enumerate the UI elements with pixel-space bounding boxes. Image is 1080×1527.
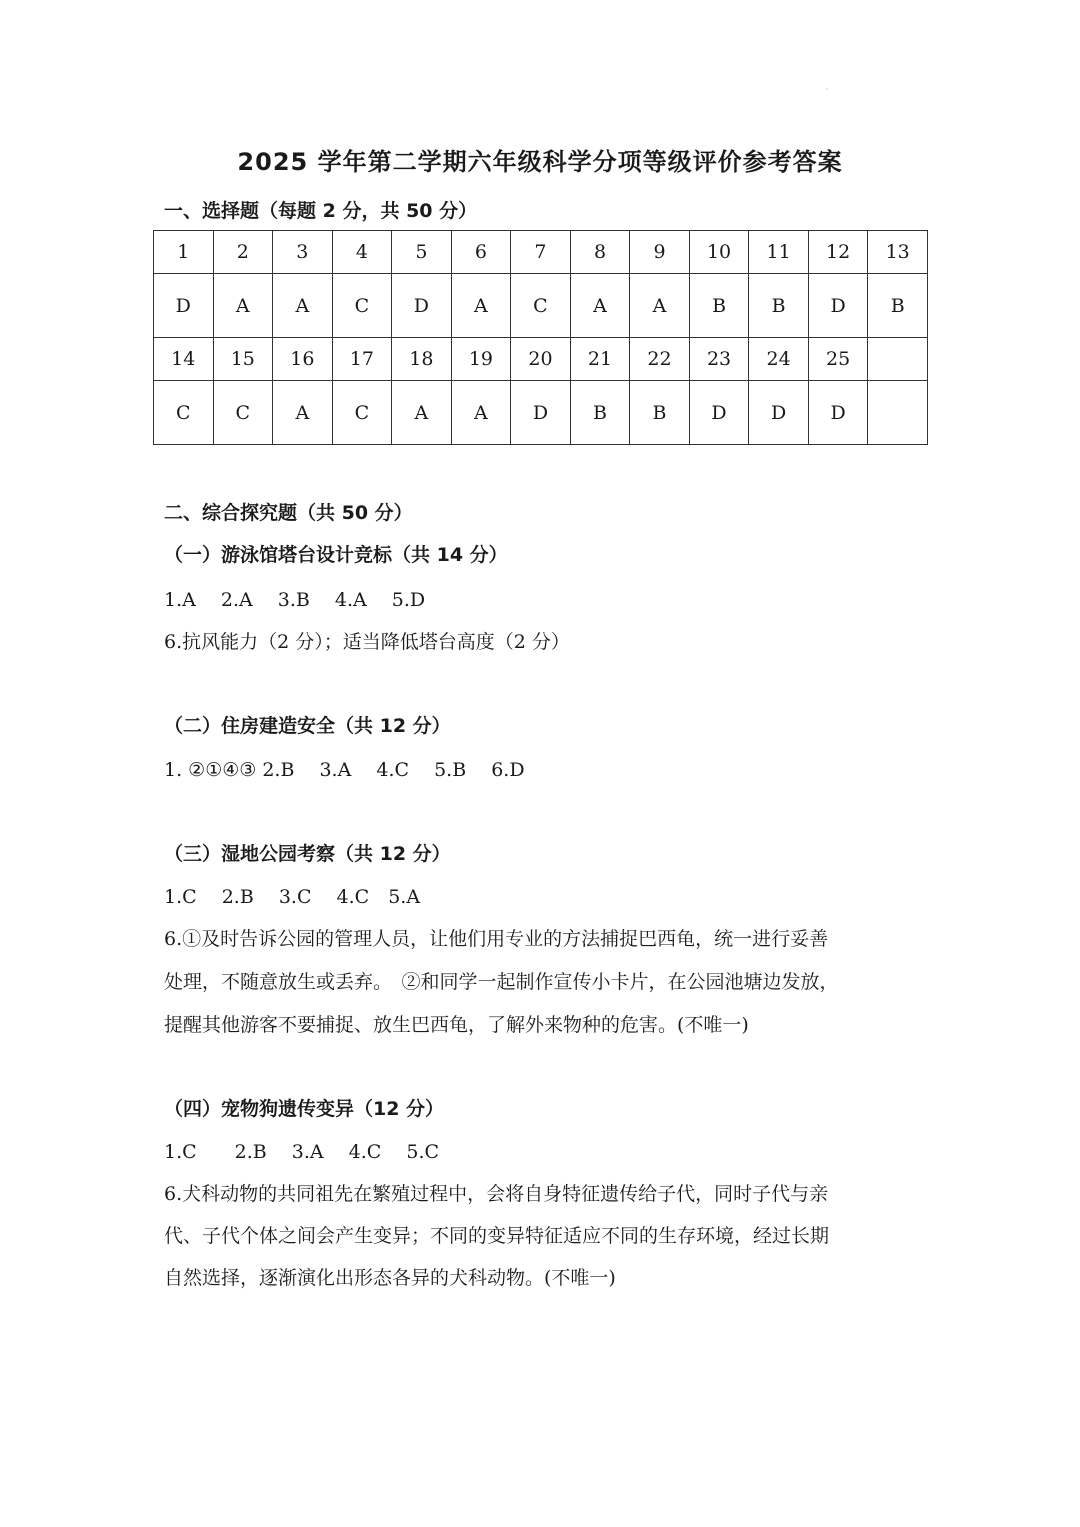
answer-cell: A xyxy=(451,274,511,338)
answer-cell: A xyxy=(273,381,333,445)
part3-line-2: 6.①及时告诉公园的管理人员，让他们用专业的方法捕捉巴西龟，统一进行妥善 xyxy=(164,928,829,950)
question-number-cell: 13 xyxy=(868,231,928,274)
part3-heading: （三）湿地公园考察（共 12 分） xyxy=(164,843,451,865)
question-number-cell xyxy=(868,338,928,381)
answer-cell: A xyxy=(630,274,690,338)
answer-cell: D xyxy=(749,381,809,445)
question-number-cell: 16 xyxy=(273,338,333,381)
page-title: 2025 学年第二学期六年级科学分项等级评价参考答案 xyxy=(237,148,843,176)
answer-cell: D xyxy=(154,274,214,338)
question-number-cell: 15 xyxy=(213,338,273,381)
question-number-cell: 22 xyxy=(630,338,690,381)
question-number-cell: 9 xyxy=(630,231,690,274)
answer-cell: A xyxy=(392,381,452,445)
part4-heading: （四）宠物狗遗传变异（12 分） xyxy=(164,1098,445,1120)
answer-cell: D xyxy=(808,381,868,445)
part3-line-4: 提醒其他游客不要捕捉、放生巴西龟，了解外来物种的危害。(不唯一) xyxy=(164,1014,749,1036)
answer-row xyxy=(154,274,928,338)
question-number-cell: 8 xyxy=(570,231,630,274)
answer-cell: A xyxy=(451,381,511,445)
question-number-cell: 11 xyxy=(749,231,809,274)
question-number-cell: 21 xyxy=(570,338,630,381)
part1-heading: （一）游泳馆塔台设计竞标（共 14 分） xyxy=(164,544,508,566)
answer-cell: C xyxy=(332,381,392,445)
question-number-cell: 4 xyxy=(332,231,392,274)
part1-line-1: 1.A 2.A 3.B 4.A 5.D xyxy=(164,589,426,611)
answer-cell: B xyxy=(630,381,690,445)
question-number-cell: 23 xyxy=(689,338,749,381)
answer-cell: D xyxy=(689,381,749,445)
question-number-cell: 2 xyxy=(213,231,273,274)
question-number-cell: 12 xyxy=(808,231,868,274)
answer-cell: C xyxy=(213,381,273,445)
part2-line-1: 1. ②①④③ 2.B 3.A 4.C 5.B 6.D xyxy=(164,759,525,781)
question-number-cell: 3 xyxy=(273,231,333,274)
question-number-cell: 7 xyxy=(511,231,571,274)
question-number-row xyxy=(154,231,928,274)
question-number-cell: 18 xyxy=(392,338,452,381)
part4-line-1: 1.C 2.B 3.A 4.C 5.C xyxy=(164,1141,440,1163)
answer-cell: B xyxy=(868,274,928,338)
section2-heading: 二、综合探究题（共 50 分） xyxy=(164,502,413,524)
answer-cell: D xyxy=(511,381,571,445)
question-number-cell: 14 xyxy=(154,338,214,381)
answer-cell: B xyxy=(570,381,630,445)
answer-cell: A xyxy=(213,274,273,338)
part1-line-2: 6.抗风能力（2 分）；适当降低塔台高度（2 分） xyxy=(164,631,570,653)
part3-line-1: 1.C 2.B 3.C 4.C 5.A xyxy=(164,886,421,908)
part4-line-4: 自然选择，逐渐演化出形态各异的犬科动物。(不唯一) xyxy=(164,1267,616,1289)
answer-cell: B xyxy=(749,274,809,338)
answer-row xyxy=(154,381,928,445)
question-number-row xyxy=(154,338,928,381)
multiple-choice-answer-table xyxy=(153,230,928,445)
part2-heading: （二）住房建造安全（共 12 分） xyxy=(164,715,451,737)
section1-heading: 一、选择题（每题 2 分，共 50 分） xyxy=(164,200,478,222)
answer-cell: B xyxy=(689,274,749,338)
question-number-cell: 25 xyxy=(808,338,868,381)
part4-line-2: 6.犬科动物的共同祖先在繁殖过程中，会将自身特征遗传给子代，同时子代与亲 xyxy=(164,1183,829,1205)
answer-cell: A xyxy=(273,274,333,338)
part4-line-3: 代、子代个体之间会产生变异；不同的变异特征适应不同的生存环境，经过长期 xyxy=(164,1225,830,1247)
question-number-cell: 24 xyxy=(749,338,809,381)
question-number-cell: 1 xyxy=(154,231,214,274)
question-number-cell: 6 xyxy=(451,231,511,274)
question-number-cell: 17 xyxy=(332,338,392,381)
question-number-cell: 10 xyxy=(689,231,749,274)
part3-line-3: 处理，不随意放生或丢弃。 ②和同学一起制作宣传小卡片，在公园池塘边发放， xyxy=(164,971,839,993)
answer-cell: C xyxy=(511,274,571,338)
question-number-cell: 19 xyxy=(451,338,511,381)
answer-cell: C xyxy=(154,381,214,445)
answer-cell: D xyxy=(808,274,868,338)
answer-cell: D xyxy=(392,274,452,338)
scan-speck xyxy=(826,88,828,90)
question-number-cell: 20 xyxy=(511,338,571,381)
answer-cell: C xyxy=(332,274,392,338)
answer-cell xyxy=(868,381,928,445)
answer-cell: A xyxy=(570,274,630,338)
question-number-cell: 5 xyxy=(392,231,452,274)
